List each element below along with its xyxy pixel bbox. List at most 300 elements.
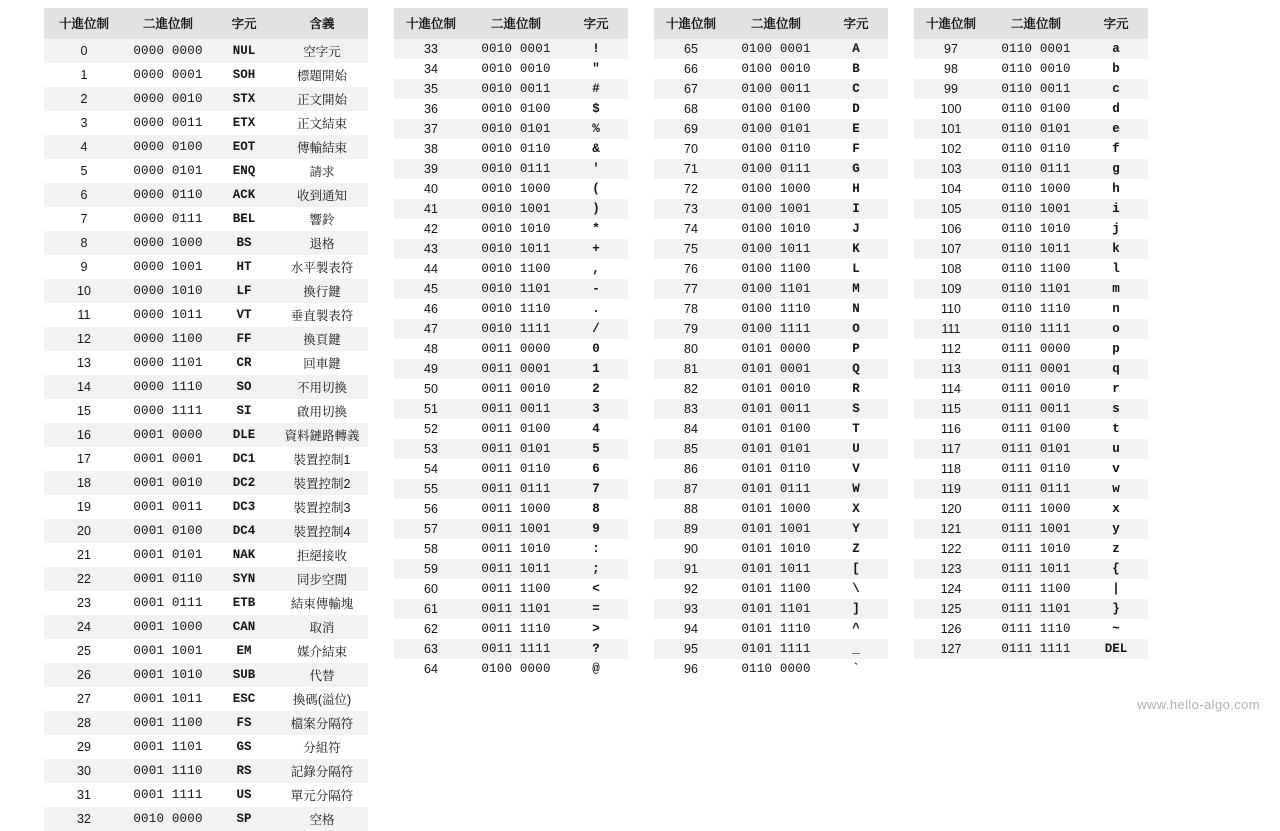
cell-dec: 30 <box>44 759 124 783</box>
table-row <box>44 207 368 231</box>
cell-chr: ETX <box>212 111 276 135</box>
cell-bin: 0010 1101 <box>468 279 564 299</box>
cell-bin: 0100 0011 <box>728 79 824 99</box>
cell-bin: 0001 0011 <box>124 495 212 519</box>
cell-dec: 120 <box>914 499 988 519</box>
table-row <box>394 119 628 139</box>
cell-dec: 91 <box>654 559 728 579</box>
table-row <box>654 519 888 539</box>
cell-dec: 112 <box>914 339 988 359</box>
cell-dec: 59 <box>394 559 468 579</box>
column-header: 二進位制 <box>124 8 212 39</box>
cell-dec: 22 <box>44 567 124 591</box>
cell-chr: } <box>1084 599 1148 619</box>
table-row <box>914 579 1148 599</box>
cell-chr: T <box>824 419 888 439</box>
table-row <box>914 59 1148 79</box>
cell-dec: 68 <box>654 99 728 119</box>
cell-bin: 0011 0000 <box>468 339 564 359</box>
cell-chr: r <box>1084 379 1148 399</box>
cell-mean: 標題開始 <box>276 63 368 87</box>
cell-chr: 0 <box>564 339 628 359</box>
cell-chr: HT <box>212 255 276 279</box>
cell-chr: RS <box>212 759 276 783</box>
table-row <box>914 199 1148 219</box>
cell-bin: 0011 0011 <box>468 399 564 419</box>
cell-chr: w <box>1084 479 1148 499</box>
table-row <box>914 239 1148 259</box>
cell-chr: CAN <box>212 615 276 639</box>
cell-dec: 99 <box>914 79 988 99</box>
cell-dec: 115 <box>914 399 988 419</box>
cell-chr: 3 <box>564 399 628 419</box>
table-row <box>654 259 888 279</box>
cell-mean: 傳輸結束 <box>276 135 368 159</box>
cell-mean: 水平製表符 <box>276 255 368 279</box>
cell-dec: 58 <box>394 539 468 559</box>
table-row <box>44 447 368 471</box>
table-row <box>654 219 888 239</box>
table-row <box>44 351 368 375</box>
cell-mean: 結束傳輸塊 <box>276 591 368 615</box>
table-row <box>914 339 1148 359</box>
cell-mean: 啟用切換 <box>276 399 368 423</box>
cell-bin: 0111 1011 <box>988 559 1084 579</box>
cell-dec: 100 <box>914 99 988 119</box>
cell-chr: P <box>824 339 888 359</box>
cell-dec: 73 <box>654 199 728 219</box>
table-row <box>914 79 1148 99</box>
table-row <box>654 179 888 199</box>
cell-dec: 16 <box>44 423 124 447</box>
cell-dec: 103 <box>914 159 988 179</box>
cell-chr: R <box>824 379 888 399</box>
table-row <box>914 639 1148 659</box>
cell-chr: g <box>1084 159 1148 179</box>
cell-dec: 15 <box>44 399 124 423</box>
watermark-text: www.hello-algo.com <box>1137 697 1260 712</box>
table-row <box>654 499 888 519</box>
ascii-table-ascii-uppercase <box>654 8 888 679</box>
cell-dec: 118 <box>914 459 988 479</box>
cell-chr: BEL <box>212 207 276 231</box>
cell-bin: 0100 1111 <box>728 319 824 339</box>
cell-bin: 0101 0011 <box>728 399 824 419</box>
cell-dec: 67 <box>654 79 728 99</box>
cell-bin: 0001 1111 <box>124 783 212 807</box>
cell-bin: 0010 1000 <box>468 179 564 199</box>
cell-dec: 38 <box>394 139 468 159</box>
cell-dec: 66 <box>654 59 728 79</box>
cell-chr: 6 <box>564 459 628 479</box>
cell-dec: 113 <box>914 359 988 379</box>
cell-chr: e <box>1084 119 1148 139</box>
cell-dec: 108 <box>914 259 988 279</box>
cell-chr: S <box>824 399 888 419</box>
cell-chr: : <box>564 539 628 559</box>
table-row <box>394 659 628 679</box>
cell-mean: 回車鍵 <box>276 351 368 375</box>
cell-bin: 0111 0010 <box>988 379 1084 399</box>
cell-chr: 9 <box>564 519 628 539</box>
cell-chr: E <box>824 119 888 139</box>
table-row <box>914 179 1148 199</box>
table-row <box>654 139 888 159</box>
table-row <box>654 239 888 259</box>
cell-chr: @ <box>564 659 628 679</box>
table-row <box>394 39 628 59</box>
cell-bin: 0101 1011 <box>728 559 824 579</box>
cell-dec: 92 <box>654 579 728 599</box>
cell-bin: 0011 0001 <box>468 359 564 379</box>
cell-bin: 0111 0000 <box>988 339 1084 359</box>
cell-chr: 4 <box>564 419 628 439</box>
table-row <box>654 599 888 619</box>
table-row <box>654 439 888 459</box>
cell-mean: 正文開始 <box>276 87 368 111</box>
table-header-row <box>914 8 1148 39</box>
cell-dec: 82 <box>654 379 728 399</box>
cell-bin: 0010 1010 <box>468 219 564 239</box>
cell-chr: y <box>1084 519 1148 539</box>
cell-bin: 0110 0100 <box>988 99 1084 119</box>
table-row <box>654 539 888 559</box>
cell-dec: 46 <box>394 299 468 319</box>
table-row <box>394 639 628 659</box>
cell-chr: SO <box>212 375 276 399</box>
cell-bin: 0010 1111 <box>468 319 564 339</box>
cell-bin: 0101 1100 <box>728 579 824 599</box>
cell-chr: O <box>824 319 888 339</box>
cell-chr: m <box>1084 279 1148 299</box>
cell-mean: 響鈴 <box>276 207 368 231</box>
cell-bin: 0101 1000 <box>728 499 824 519</box>
cell-chr: n <box>1084 299 1148 319</box>
table-row <box>44 399 368 423</box>
cell-chr: US <box>212 783 276 807</box>
cell-bin: 0010 0001 <box>468 39 564 59</box>
ascii-tables-container <box>0 8 1280 831</box>
cell-chr: % <box>564 119 628 139</box>
cell-chr: EOT <box>212 135 276 159</box>
cell-bin: 0111 1000 <box>988 499 1084 519</box>
cell-dec: 79 <box>654 319 728 339</box>
column-header: 二進位制 <box>988 8 1084 39</box>
cell-bin: 0111 0111 <box>988 479 1084 499</box>
cell-chr: / <box>564 319 628 339</box>
cell-bin: 0100 1100 <box>728 259 824 279</box>
cell-dec: 110 <box>914 299 988 319</box>
column-header: 十進位制 <box>914 8 988 39</box>
cell-chr: $ <box>564 99 628 119</box>
cell-bin: 0011 0111 <box>468 479 564 499</box>
cell-dec: 116 <box>914 419 988 439</box>
cell-bin: 0111 0100 <box>988 419 1084 439</box>
cell-mean: 檔案分隔符 <box>276 711 368 735</box>
cell-chr: p <box>1084 339 1148 359</box>
cell-dec: 72 <box>654 179 728 199</box>
table-row <box>394 319 628 339</box>
cell-mean: 裝置控制4 <box>276 519 368 543</box>
cell-bin: 0110 1011 <box>988 239 1084 259</box>
cell-chr: & <box>564 139 628 159</box>
cell-chr: > <box>564 619 628 639</box>
cell-bin: 0000 1110 <box>124 375 212 399</box>
cell-bin: 0010 0101 <box>468 119 564 139</box>
table-row <box>394 219 628 239</box>
table-row <box>914 559 1148 579</box>
cell-dec: 35 <box>394 79 468 99</box>
table-row <box>914 259 1148 279</box>
cell-dec: 34 <box>394 59 468 79</box>
cell-chr: x <box>1084 499 1148 519</box>
cell-chr: | <box>1084 579 1148 599</box>
table-header-row <box>654 8 888 39</box>
cell-dec: 50 <box>394 379 468 399</box>
cell-dec: 8 <box>44 231 124 255</box>
cell-chr: d <box>1084 99 1148 119</box>
table-row <box>914 219 1148 239</box>
table-row <box>394 139 628 159</box>
column-header: 字元 <box>824 8 888 39</box>
cell-dec: 119 <box>914 479 988 499</box>
cell-bin: 0011 0010 <box>468 379 564 399</box>
cell-dec: 5 <box>44 159 124 183</box>
cell-bin: 0110 0010 <box>988 59 1084 79</box>
cell-bin: 0000 0010 <box>124 87 212 111</box>
cell-bin: 0100 1011 <box>728 239 824 259</box>
table-row <box>44 303 368 327</box>
cell-chr: Y <box>824 519 888 539</box>
cell-bin: 0011 1101 <box>468 599 564 619</box>
column-header: 十進位制 <box>44 8 124 39</box>
cell-bin: 0111 1110 <box>988 619 1084 639</box>
cell-mean: 不用切換 <box>276 375 368 399</box>
cell-bin: 0101 1010 <box>728 539 824 559</box>
table-row <box>654 579 888 599</box>
cell-mean: 單元分隔符 <box>276 783 368 807</box>
cell-bin: 0010 1001 <box>468 199 564 219</box>
cell-bin: 0001 1110 <box>124 759 212 783</box>
cell-bin: 0111 0011 <box>988 399 1084 419</box>
cell-mean: 取消 <box>276 615 368 639</box>
cell-chr: V <box>824 459 888 479</box>
table-row <box>44 543 368 567</box>
cell-chr: ( <box>564 179 628 199</box>
cell-dec: 95 <box>654 639 728 659</box>
table-row <box>914 539 1148 559</box>
table-row <box>654 299 888 319</box>
cell-chr: G <box>824 159 888 179</box>
table-row <box>654 459 888 479</box>
cell-chr: j <box>1084 219 1148 239</box>
cell-mean: 空格 <box>276 807 368 831</box>
cell-dec: 2 <box>44 87 124 111</box>
cell-bin: 0111 1100 <box>988 579 1084 599</box>
cell-chr: N <box>824 299 888 319</box>
table-row <box>914 499 1148 519</box>
cell-dec: 45 <box>394 279 468 299</box>
table-row <box>44 567 368 591</box>
cell-bin: 0000 0101 <box>124 159 212 183</box>
cell-dec: 47 <box>394 319 468 339</box>
cell-bin: 0101 1111 <box>728 639 824 659</box>
table-row <box>914 479 1148 499</box>
cell-chr: c <box>1084 79 1148 99</box>
cell-dec: 43 <box>394 239 468 259</box>
cell-bin: 0110 1100 <box>988 259 1084 279</box>
table-row <box>914 319 1148 339</box>
cell-dec: 10 <box>44 279 124 303</box>
column-header: 字元 <box>212 8 276 39</box>
cell-bin: 0111 0101 <box>988 439 1084 459</box>
cell-bin: 0100 1010 <box>728 219 824 239</box>
column-header: 字元 <box>564 8 628 39</box>
table-row <box>914 279 1148 299</box>
column-header: 二進位制 <box>728 8 824 39</box>
cell-bin: 0011 1000 <box>468 499 564 519</box>
table-row <box>394 199 628 219</box>
cell-dec: 26 <box>44 663 124 687</box>
cell-chr: SYN <box>212 567 276 591</box>
cell-bin: 0111 1001 <box>988 519 1084 539</box>
cell-chr: DC1 <box>212 447 276 471</box>
column-header: 十進位制 <box>654 8 728 39</box>
cell-chr: + <box>564 239 628 259</box>
cell-bin: 0010 0011 <box>468 79 564 99</box>
cell-dec: 77 <box>654 279 728 299</box>
ascii-table-ascii-control-chars <box>44 8 368 831</box>
cell-dec: 20 <box>44 519 124 543</box>
cell-bin: 0000 1100 <box>124 327 212 351</box>
cell-chr: D <box>824 99 888 119</box>
cell-mean: 換行鍵 <box>276 279 368 303</box>
cell-chr: STX <box>212 87 276 111</box>
column-header: 二進位制 <box>468 8 564 39</box>
cell-dec: 48 <box>394 339 468 359</box>
cell-dec: 41 <box>394 199 468 219</box>
table-row <box>654 659 888 679</box>
cell-bin: 0010 0000 <box>124 807 212 831</box>
table-row <box>654 559 888 579</box>
cell-dec: 55 <box>394 479 468 499</box>
table-row <box>654 379 888 399</box>
cell-mean: 正文結束 <box>276 111 368 135</box>
table-row <box>44 231 368 255</box>
cell-dec: 12 <box>44 327 124 351</box>
cell-chr: l <box>1084 259 1148 279</box>
cell-dec: 60 <box>394 579 468 599</box>
cell-bin: 0111 1010 <box>988 539 1084 559</box>
table-row <box>654 279 888 299</box>
cell-dec: 69 <box>654 119 728 139</box>
cell-chr: h <box>1084 179 1148 199</box>
table-row <box>44 423 368 447</box>
cell-dec: 0 <box>44 39 124 63</box>
cell-dec: 25 <box>44 639 124 663</box>
cell-dec: 24 <box>44 615 124 639</box>
cell-mean: 空字元 <box>276 39 368 63</box>
table-row <box>914 159 1148 179</box>
cell-bin: 0100 0100 <box>728 99 824 119</box>
table-row <box>654 359 888 379</box>
cell-chr: t <box>1084 419 1148 439</box>
cell-chr: a <box>1084 39 1148 59</box>
cell-bin: 0000 1101 <box>124 351 212 375</box>
table-row <box>394 499 628 519</box>
cell-dec: 13 <box>44 351 124 375</box>
cell-chr: _ <box>824 639 888 659</box>
cell-bin: 0001 0010 <box>124 471 212 495</box>
cell-chr: SUB <box>212 663 276 687</box>
cell-chr: k <box>1084 239 1148 259</box>
cell-bin: 0111 1101 <box>988 599 1084 619</box>
cell-dec: 70 <box>654 139 728 159</box>
cell-chr: NUL <box>212 39 276 63</box>
cell-dec: 44 <box>394 259 468 279</box>
cell-bin: 0000 1010 <box>124 279 212 303</box>
table-row <box>44 471 368 495</box>
cell-bin: 0000 0110 <box>124 183 212 207</box>
table-row <box>44 255 368 279</box>
cell-chr: F <box>824 139 888 159</box>
table-row <box>394 439 628 459</box>
cell-chr: ESC <box>212 687 276 711</box>
cell-dec: 49 <box>394 359 468 379</box>
cell-bin: 0011 1001 <box>468 519 564 539</box>
cell-bin: 0101 0000 <box>728 339 824 359</box>
cell-dec: 74 <box>654 219 728 239</box>
cell-dec: 32 <box>44 807 124 831</box>
cell-dec: 89 <box>654 519 728 539</box>
cell-dec: 14 <box>44 375 124 399</box>
table-row <box>44 687 368 711</box>
table-row <box>654 319 888 339</box>
cell-chr: f <box>1084 139 1148 159</box>
table-row <box>914 99 1148 119</box>
cell-bin: 0010 1011 <box>468 239 564 259</box>
cell-chr: { <box>1084 559 1148 579</box>
cell-chr: z <box>1084 539 1148 559</box>
table-row <box>654 119 888 139</box>
cell-dec: 65 <box>654 39 728 59</box>
cell-chr: L <box>824 259 888 279</box>
cell-chr: DC3 <box>212 495 276 519</box>
cell-mean: 記錄分隔符 <box>276 759 368 783</box>
table-row <box>914 359 1148 379</box>
cell-bin: 0100 1101 <box>728 279 824 299</box>
cell-mean: 拒絕接收 <box>276 543 368 567</box>
table-row <box>654 59 888 79</box>
cell-dec: 121 <box>914 519 988 539</box>
table-row <box>44 519 368 543</box>
cell-bin: 0100 0110 <box>728 139 824 159</box>
table-row <box>44 327 368 351</box>
cell-mean: 換頁鍵 <box>276 327 368 351</box>
cell-mean: 媒介結束 <box>276 639 368 663</box>
cell-dec: 7 <box>44 207 124 231</box>
cell-dec: 85 <box>654 439 728 459</box>
cell-bin: 0010 1110 <box>468 299 564 319</box>
cell-dec: 78 <box>654 299 728 319</box>
cell-dec: 63 <box>394 639 468 659</box>
cell-bin: 0001 0001 <box>124 447 212 471</box>
table-row <box>654 419 888 439</box>
table-row <box>44 111 368 135</box>
cell-dec: 9 <box>44 255 124 279</box>
cell-chr: \ <box>824 579 888 599</box>
table-row <box>394 539 628 559</box>
